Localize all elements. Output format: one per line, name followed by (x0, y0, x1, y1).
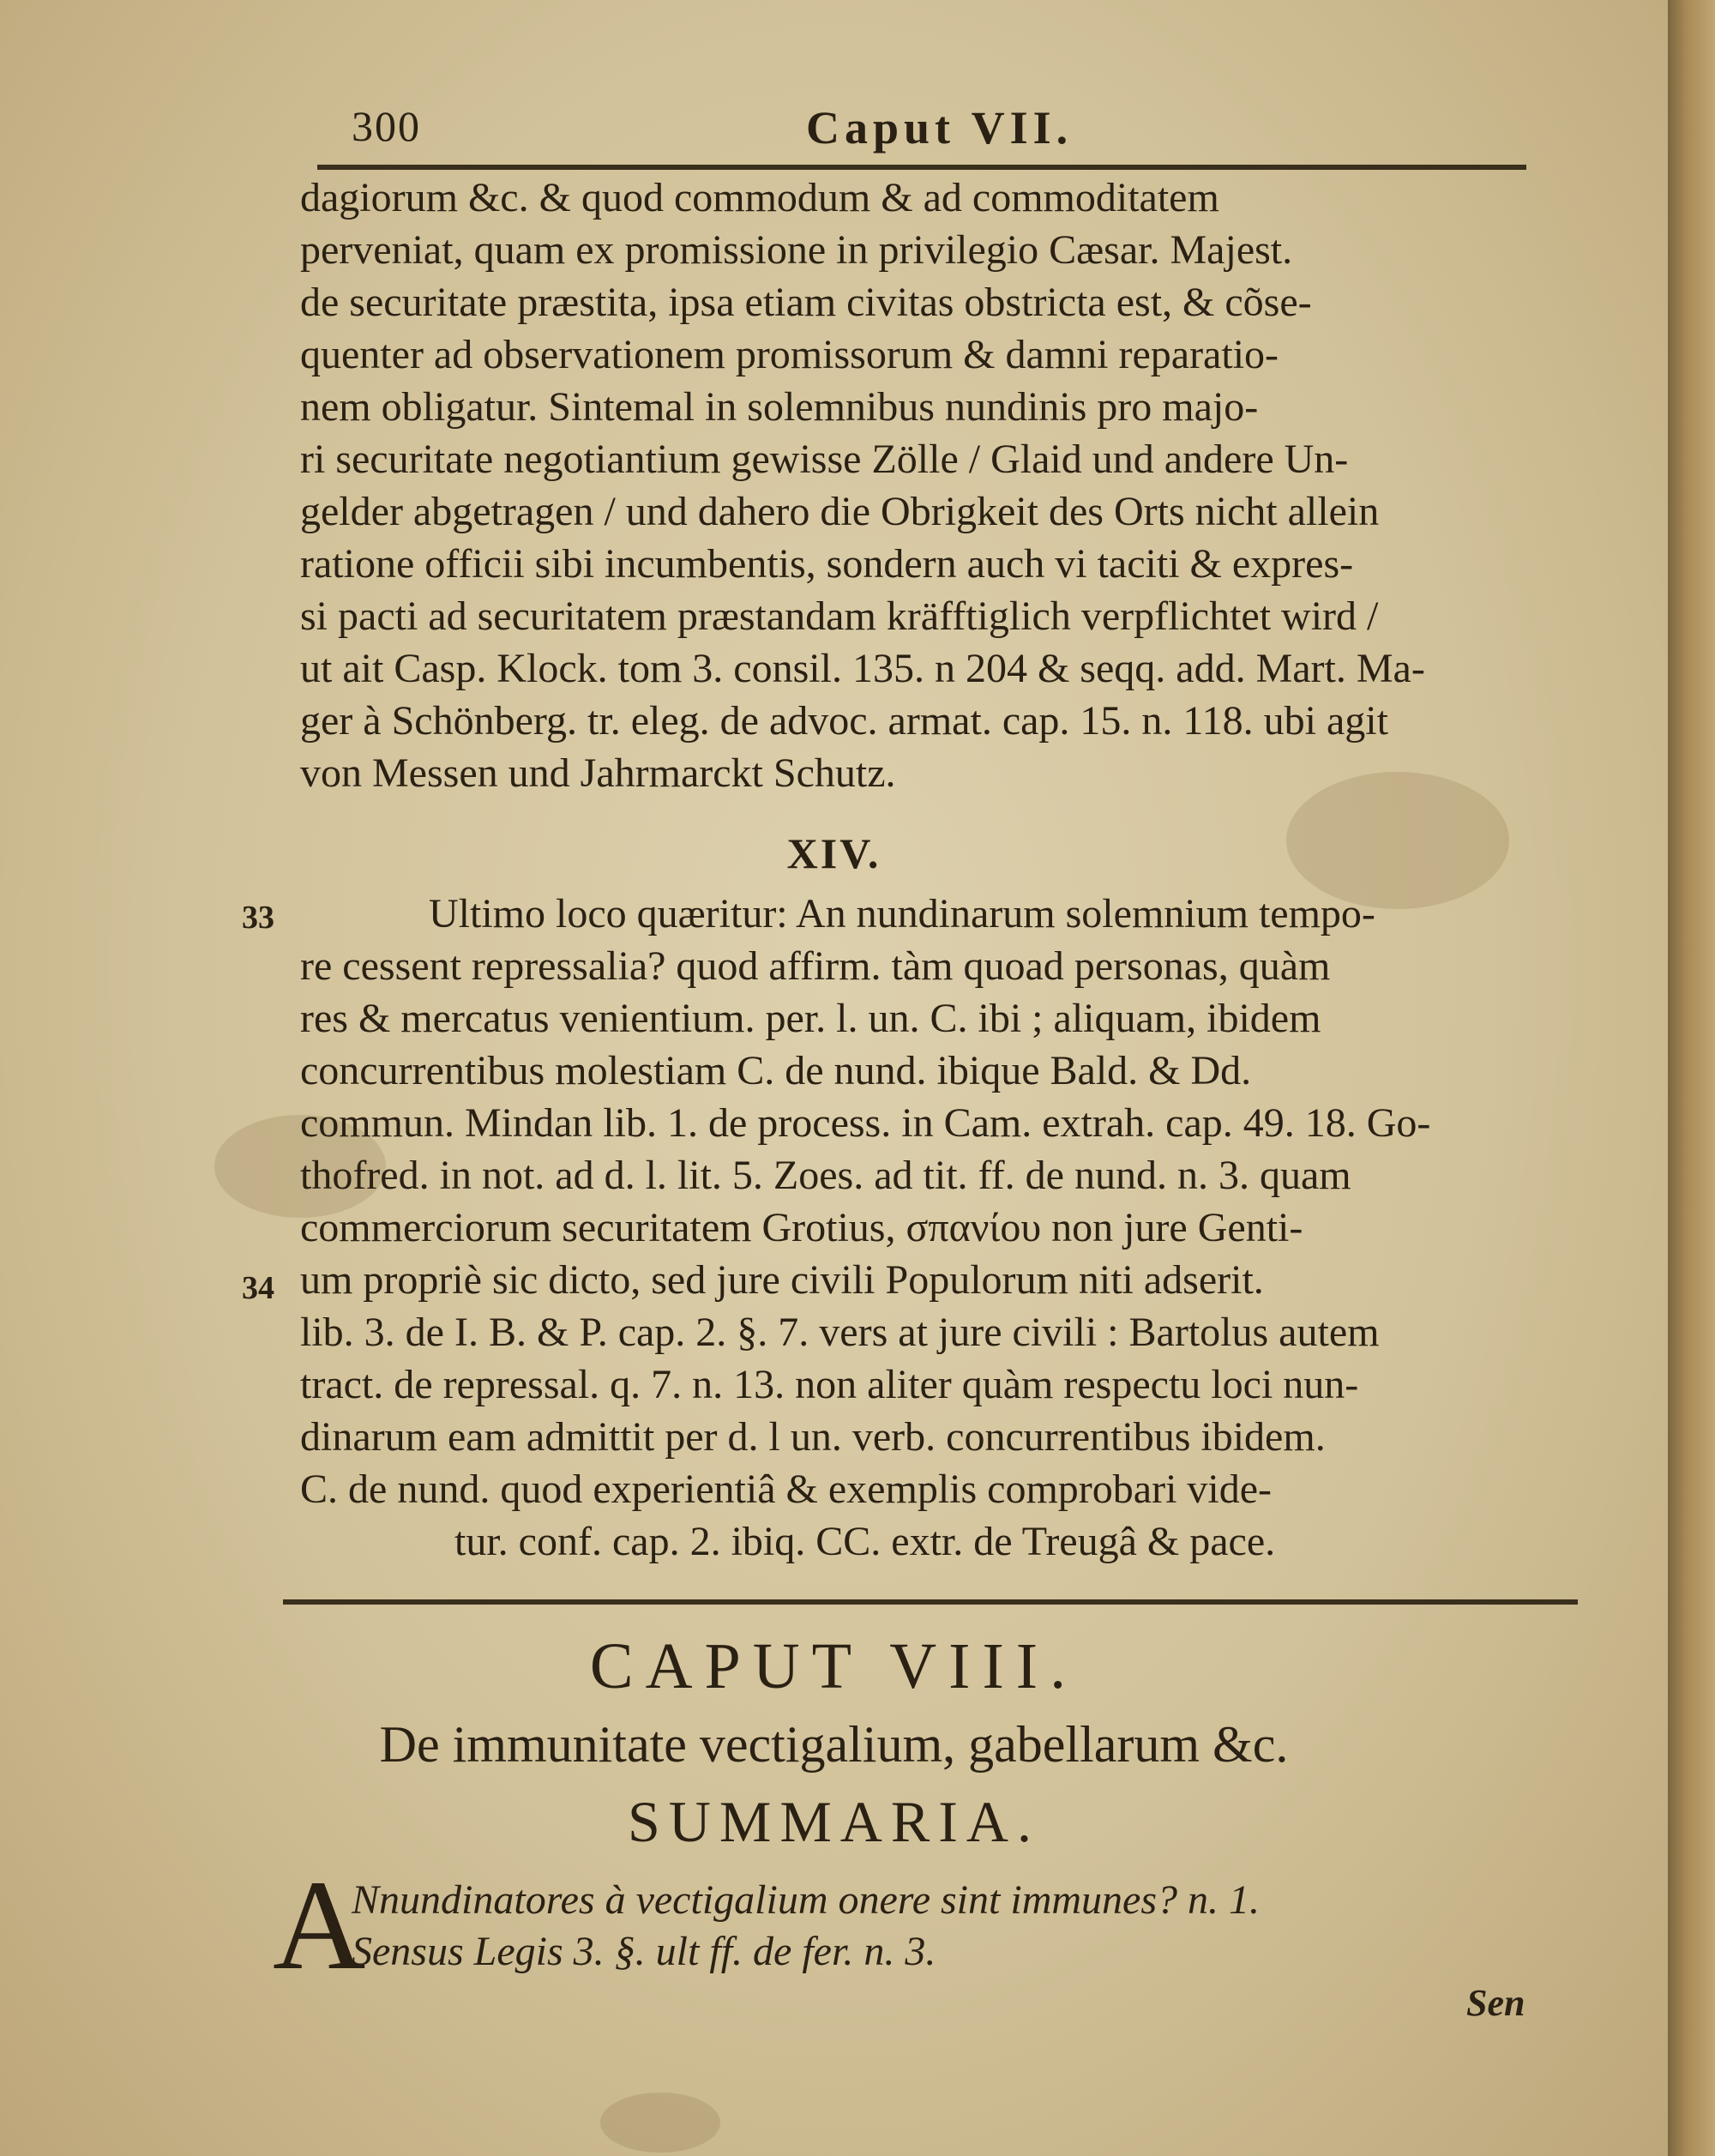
paper-stain (600, 2093, 720, 2153)
drop-capital: A (273, 1854, 366, 1996)
text-line: gelder abgetragen / und dahero die Obrigkeit des Orts nicht allein (300, 489, 1380, 534)
text-line: si pacti ad securitatem præstandam kräfftiglich verpflichtet wird / (300, 593, 1379, 639)
paragraph-1 (300, 172, 1612, 799)
page-number: 300 (352, 102, 421, 150)
text-line: lib. 3. de I. B. & P. cap. 2. §. 7. vers at jure civili : Bartolus autem (300, 1310, 1380, 1355)
text-line: re cessent repressalia? quod affirm. tàm quoad personas, quàm (300, 943, 1331, 989)
text-line: ri securitate negotiantium gewisse Zölle / Glaid und andere Un- (300, 437, 1349, 482)
text-line: dinarum eam admittit per d. l un. verb. concurrentibus ibidem. (300, 1414, 1326, 1460)
summary-line: Nnundinatores à vectigalium onere sint immunes? n. 1. (352, 1877, 1260, 1923)
text-line: ger à Schönberg. tr. eleg. de advoc. armat. cap. 15. n. 118. ubi agit (300, 698, 1388, 744)
text-line: ut ait Casp. Klock. tom 3. consil. 135. n 204 & seqq. add. Mart. Ma- (300, 646, 1425, 691)
text-line: perveniat, quam ex promissione in privilegio Cæsar. Majest. (300, 227, 1293, 273)
chapter-title: CAPUT VIII. (589, 1630, 1079, 1702)
margin-note: 34 (242, 1270, 274, 1306)
catchword: Sen (1466, 1982, 1525, 2024)
text-line: commun. Mindan lib. 1. de process. in Cam. extrah. cap. 49. 18. Go- (300, 1100, 1431, 1146)
text-line: commerciorum securitatem Grotius, σπανίου non jure Genti- (300, 1205, 1303, 1250)
margin-note: 33 (242, 900, 274, 936)
text-line: res & mercatus venientium. per. l. un. C. ibi ; aliquam, ibidem (300, 996, 1321, 1041)
text-line: tur. conf. cap. 2. ibiq. CC. extr. de Treugâ & pace. (454, 1519, 1276, 1564)
text-line: ratione officii sibi incumbentis, sondern auch vi taciti & expres- (300, 541, 1354, 587)
running-title: Caput VII. (806, 102, 1074, 154)
text-line: thofred. in not. ad d. l. lit. 5. Zoes. ad tit. ff. de nund. n. 3. quam (300, 1153, 1351, 1198)
text-line: dagiorum &c. & quod commodum & ad commoditatem (300, 175, 1219, 220)
summaria-heading: SUMMARIA. (627, 1789, 1041, 1854)
text-line: quenter ad observationem promissorum & damni reparatio- (300, 332, 1279, 377)
text-line: concurrentibus molestiam C. de nund. ibique Bald. & Dd. (300, 1048, 1252, 1093)
page-edge (1668, 0, 1715, 2156)
section-number: XIV. (786, 829, 882, 877)
summary-line: Sensus Legis 3. §. ult ff. de fer. n. 3. (352, 1929, 936, 1974)
text-line: um propriè sic dicto, sed jure civili Populorum niti adserit. (300, 1257, 1264, 1303)
text-line: nem obligatur. Sintemal in solemnibus nundinis pro majo- (300, 384, 1259, 430)
text-line: de securitate præstita, ipsa etiam civitas obstricta est, & cõse- (300, 280, 1312, 325)
text-line: tract. de repressal. q. 7. n. 13. non aliter quàm respectu loci nun- (300, 1362, 1359, 1407)
running-head (0, 101, 1668, 153)
text-line: C. de nund. quod experientiâ & exemplis comprobari vide- (300, 1466, 1273, 1512)
chapter-subtitle: De immunitate vectigalium, gabellarum &c. (379, 1716, 1289, 1773)
text-line: von Messen und Jahrmarckt Schutz. (300, 750, 896, 796)
text-line: Ultimo loco quæritur: An nundinarum solemnium tempo- (429, 891, 1375, 936)
header-rule (317, 165, 1526, 170)
paragraph-2 (300, 888, 1612, 1568)
chapter-rule (283, 1599, 1578, 1605)
